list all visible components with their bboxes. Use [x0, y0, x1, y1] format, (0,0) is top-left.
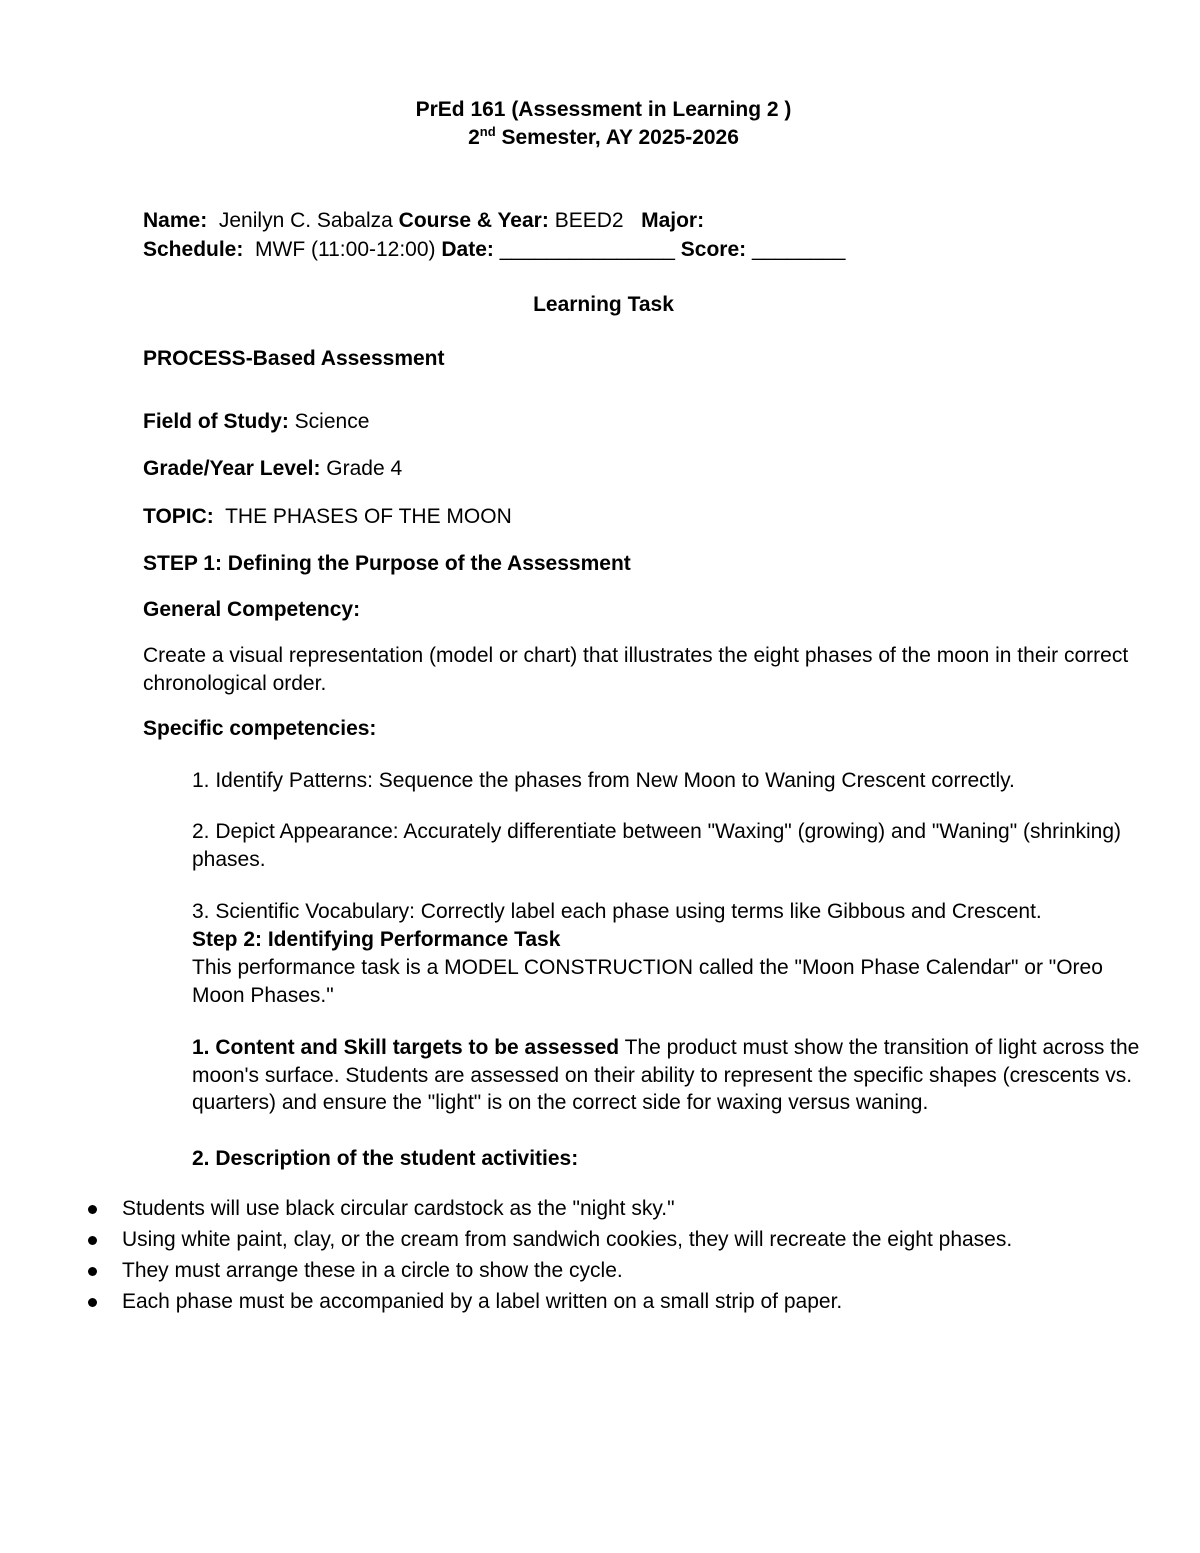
targets-label: 1. Content and Skill targets to be assessed: [192, 1036, 620, 1059]
schedule-value: MWF (11:00-12:00): [255, 238, 436, 261]
major-label: Major:: [641, 209, 705, 232]
specific-item-2: 2. Depict Appearance: Accurately differentiate between "Waxing" (growing) and "Waning" (shrinking) phases.: [192, 820, 1122, 871]
step2-heading: Step 2: Identifying Performance Task: [192, 928, 561, 951]
activities-list: [88, 1195, 1012, 1319]
topic: TOPIC: THE PHASES OF THE MOON: [143, 505, 512, 528]
step1-heading: STEP 1: Defining the Purpose of the Assessment: [143, 552, 631, 575]
date-blank: _______________: [499, 238, 675, 261]
score-label: Score:: [680, 238, 747, 261]
course-year-value: BEED2: [554, 209, 624, 232]
bullet-icon: [88, 1298, 97, 1307]
activities-label: 2. Description of the student activities:: [192, 1147, 579, 1170]
targets-text: The product must show the transition of light across the moon's surface. Students are assessed on their ability to represent the specific shapes (crescents vs. quarters) and ensure the "light" is on the correct side for waxing versus waning.: [192, 1036, 1140, 1115]
date-label: Date:: [441, 238, 494, 261]
bullet-icon: [88, 1267, 97, 1276]
schedule-line: [143, 236, 845, 264]
schedule-label: Schedule:: [143, 238, 244, 261]
list-item: They must arrange these in a circle to show the cycle.: [88, 1257, 1012, 1288]
specific-item-1: 1. Identify Patterns: Sequence the phases from New Moon to Waning Crescent correctly.: [192, 769, 1015, 792]
list-item: Each phase must be accompanied by a label written on a small strip of paper.: [88, 1288, 1012, 1319]
course-year-label: Course & Year:: [398, 209, 549, 232]
general-competency-text: Create a visual representation (model or chart) that illustrates the eight phases of the moon in their correct chronological order.: [143, 644, 1129, 695]
field-of-study: Field of Study: Science: [143, 410, 370, 433]
general-competency-label: General Competency:: [143, 598, 361, 621]
specific-item-3: 3. Scientific Vocabulary: Correctly label each phase using terms like Gibbous and Crescent.: [192, 900, 1042, 923]
step2-intro: This performance task is a MODEL CONSTRUCTION called the "Moon Phase Calendar" or "Oreo Moon Phases.": [192, 956, 1103, 1007]
bullet-icon: [88, 1236, 97, 1245]
task-title: Learning Task: [533, 293, 674, 316]
name-label: Name:: [143, 209, 208, 232]
assessment-type: PROCESS-Based Assessment: [143, 347, 445, 370]
targets-paragraph: [192, 1034, 1154, 1117]
grade-level: Grade/Year Level: Grade 4: [143, 457, 403, 480]
bullet-icon: [88, 1205, 97, 1214]
list-item: Students will use black circular cardstock as the "night sky.": [88, 1195, 1012, 1226]
course-title: PrEd 161 (Assessment in Learning 2 ): [415, 98, 792, 121]
semester-line: 2nd Semester, AY 2025-2026: [468, 124, 739, 149]
score-blank: ________: [751, 238, 846, 261]
list-item: Using white paint, clay, or the cream from sandwich cookies, they will recreate the eight phases.: [88, 1226, 1012, 1257]
name-line: [143, 207, 704, 235]
name-value: Jenilyn C. Sabalza: [218, 209, 393, 232]
specific-competencies-label: Specific competencies:: [143, 717, 377, 740]
